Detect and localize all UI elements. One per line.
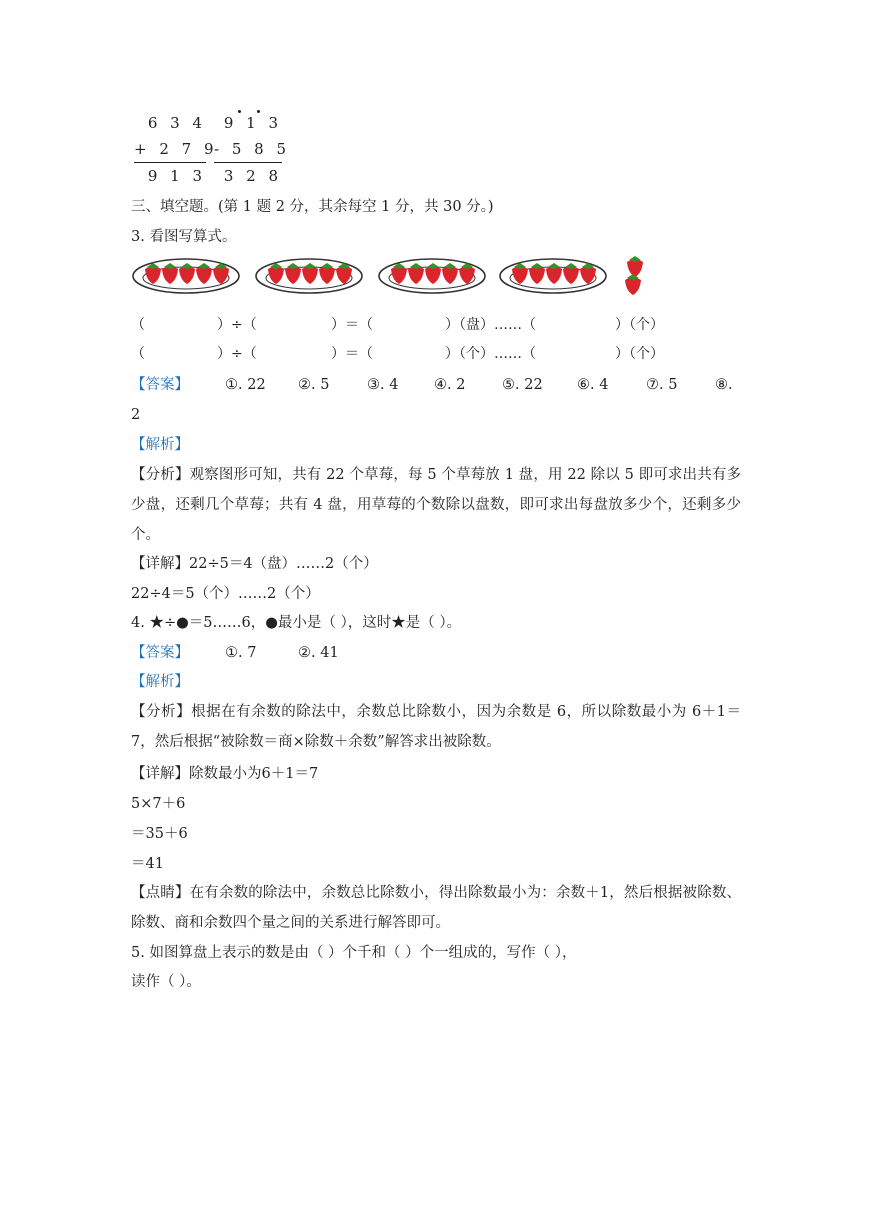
plate-icon	[498, 256, 608, 294]
q4-detail-1: 【详解】除数最小为6＋1＝7	[131, 766, 319, 782]
answer-item: ③. 4	[367, 377, 399, 393]
q5-line-1: 5. 如图算盘上表示的数是由（ ）个千和（ ）个一组成的，写作（ ），	[131, 945, 577, 961]
q4-note: 【点睛】在有余数的除法中，余数总比除数小，得出除数最小为：余数＋1，然后根据被除数、除数、商和余数四个量之间的关系进行解答即可。	[131, 885, 742, 931]
q3-answer-wrap: 2	[131, 407, 141, 423]
subtraction-result: 3 2 8	[214, 162, 282, 189]
subtraction-second: - 5 8 5	[214, 140, 291, 158]
answer-tag: 【答案】	[131, 377, 189, 393]
q3-formula-row-2: （ ）÷（ ）＝（ ）（个）……（ ）（个）	[131, 346, 664, 362]
answer-item: ②. 5	[298, 377, 330, 393]
subtraction-calc	[214, 110, 291, 189]
answer-item: ⑥. 4	[577, 377, 609, 393]
answer-item: ②. 41	[298, 645, 339, 661]
answer-item: ⑤. 22	[502, 377, 543, 393]
addition-second: + 2 7 9	[134, 140, 218, 158]
q3-question: 3. 看图写算式。	[131, 229, 237, 245]
subtraction-top: 9 1 3	[223, 114, 282, 132]
answer-item: ⑧.	[715, 377, 733, 393]
q4-analysis: 【分析】根据在有余数的除法中，余数总比除数小，因为余数是 6，所以除数最小为 6＋1＝7，然后根据“被除数＝商×除数＋余数”解答求出被除数。	[131, 704, 741, 750]
q4-answer-line	[131, 638, 531, 668]
plate-icon	[377, 256, 487, 294]
addition-top: 6 3 4	[147, 114, 206, 132]
answer-item: ④. 2	[434, 377, 466, 393]
q3-detail-1: 【详解】22÷5＝4（盘）……2（个）	[131, 556, 378, 572]
answer-item: ⑦. 5	[646, 377, 678, 393]
extra-strawberries	[620, 256, 650, 296]
q4-question: 4. ★÷●＝5……6，●最小是（ ），这时★是（ ）。	[131, 615, 462, 631]
strawberry-icon	[627, 256, 643, 277]
borrow-dot	[257, 110, 260, 113]
q4-detail-4: ＝41	[131, 856, 164, 872]
strawberry-icon	[625, 274, 641, 295]
q3-detail-2: 22÷4＝5（个）……2（个）	[131, 586, 320, 602]
q3-analysis-tag: 【解析】	[131, 437, 189, 453]
addition-calc	[134, 110, 218, 189]
q5-line-2: 读作（ ）。	[131, 974, 201, 990]
addition-result: 9 1 3	[134, 162, 206, 189]
q4-detail-3: ＝35＋6	[131, 826, 188, 842]
borrow-dot	[238, 110, 241, 113]
answer-tag: 【答案】	[131, 645, 189, 661]
plate-icon	[254, 256, 364, 294]
section-title: 三、填空题。(第 1 题 2 分，其余每空 1 分，共 30 分。)	[131, 199, 494, 215]
q4-analysis-tag: 【解析】	[131, 674, 189, 690]
answer-item: ①. 7	[225, 645, 257, 661]
q3-answer-line	[131, 370, 741, 400]
q4-detail-2: 5×7＋6	[131, 796, 186, 812]
q3-analysis: 【分析】观察图形可知，共有 22 个草莓，每 5 个草莓放 1 盘，用 22 除以 5 即可求出共有多少盘，还剩几个草莓；共有 4 盘，用草莓的个数除以盘数，即可求出每盘放多少个，还剩多少个。	[131, 467, 741, 543]
answer-item: ①. 22	[225, 377, 266, 393]
q3-formula-row-1: （ ）÷（ ）＝（ ）（盘）……（ ）（个）	[131, 317, 664, 333]
plate-icon	[131, 256, 241, 294]
